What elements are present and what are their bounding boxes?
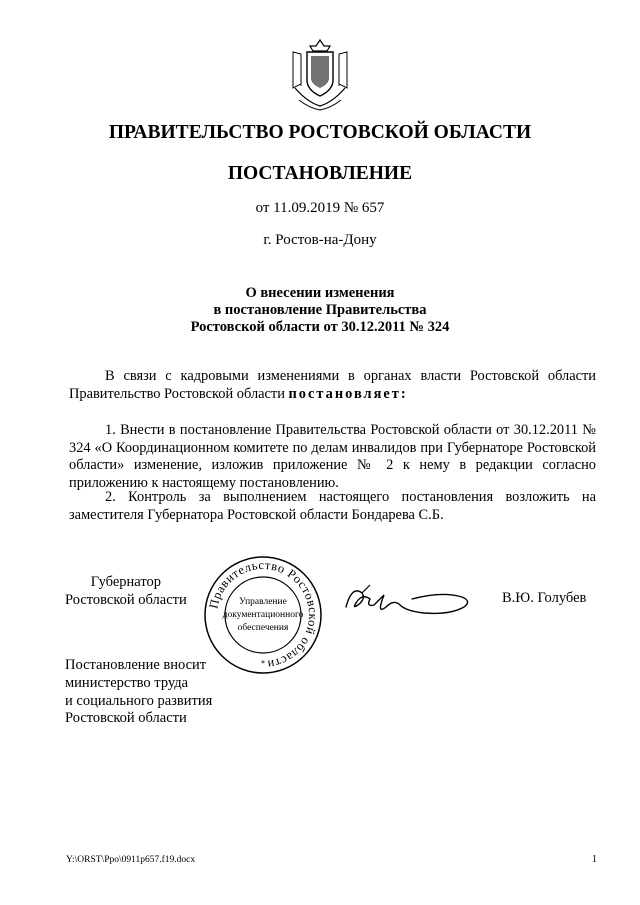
- signatory-title: [65, 573, 187, 609]
- signatory-title-line: Губернатор: [90, 574, 161, 590]
- footer-file-path: Y:\ORST\Ppo\0911p657.f19.docx: [66, 855, 196, 865]
- document-date-number: от 11.09.2019 № 657: [255, 200, 385, 216]
- signatory-title-line: Ростовской области: [65, 592, 187, 608]
- handwritten-signature-icon: [342, 573, 474, 623]
- stamp-inner-line: обеспечения: [237, 623, 289, 633]
- issuer-block: [65, 657, 212, 728]
- coat-of-arms-icon: [289, 38, 351, 112]
- subject-line: Ростовской области от 30.12.2011 № 324: [190, 319, 450, 335]
- signatory-name: В.Ю. Голубев: [502, 590, 587, 606]
- svg-text:*: *: [261, 659, 265, 668]
- subject-line: О внесении изменения: [245, 285, 395, 301]
- official-stamp-icon: [202, 554, 324, 676]
- issuer-line: министерство труда: [65, 674, 189, 691]
- issuer-line: и социального развития: [65, 692, 213, 709]
- document-city: г. Ростов-на-Дону: [263, 232, 377, 248]
- document-type-title: ПОСТАНОВЛЕНИЕ: [227, 163, 413, 184]
- stamp-inner-line: документационного: [222, 610, 304, 620]
- decree-item-1: 1. Внести в постановление Правительства Ростовской области от 30.12.2011 № 324 «О Координационном комитете по делам инвалидов при Губернаторе Ростовской области» изменение, изложив приложение № 2 к нему в редакции согласно приложению к настоящему постановлению.: [69, 422, 596, 491]
- page-number: 1: [592, 854, 597, 865]
- organization-title: ПРАВИТЕЛЬСТВО РОСТОВСКОЙ ОБЛАСТИ: [108, 122, 532, 143]
- decree-word: постановляет:: [288, 385, 408, 402]
- preamble-text: В связи с кадровыми изменениями в органах власти Ростовской области Правительство Ростовской области: [69, 368, 596, 402]
- subject-line: в постановление Правительства: [213, 302, 427, 318]
- preamble-paragraph: [69, 368, 596, 403]
- issuer-line: Постановление вносит: [65, 657, 207, 673]
- issuer-line: Ростовской области: [65, 710, 187, 727]
- stamp-inner-line: Управление: [239, 597, 287, 607]
- stamp-ring-text: Правительство Ростовской области: [206, 557, 321, 672]
- decree-item-2: 2. Контроль за выполнением настоящего постановления возложить на заместителя Губернатора Ростовской области Бондарева С.Б.: [69, 489, 596, 523]
- document-subject: [0, 285, 640, 336]
